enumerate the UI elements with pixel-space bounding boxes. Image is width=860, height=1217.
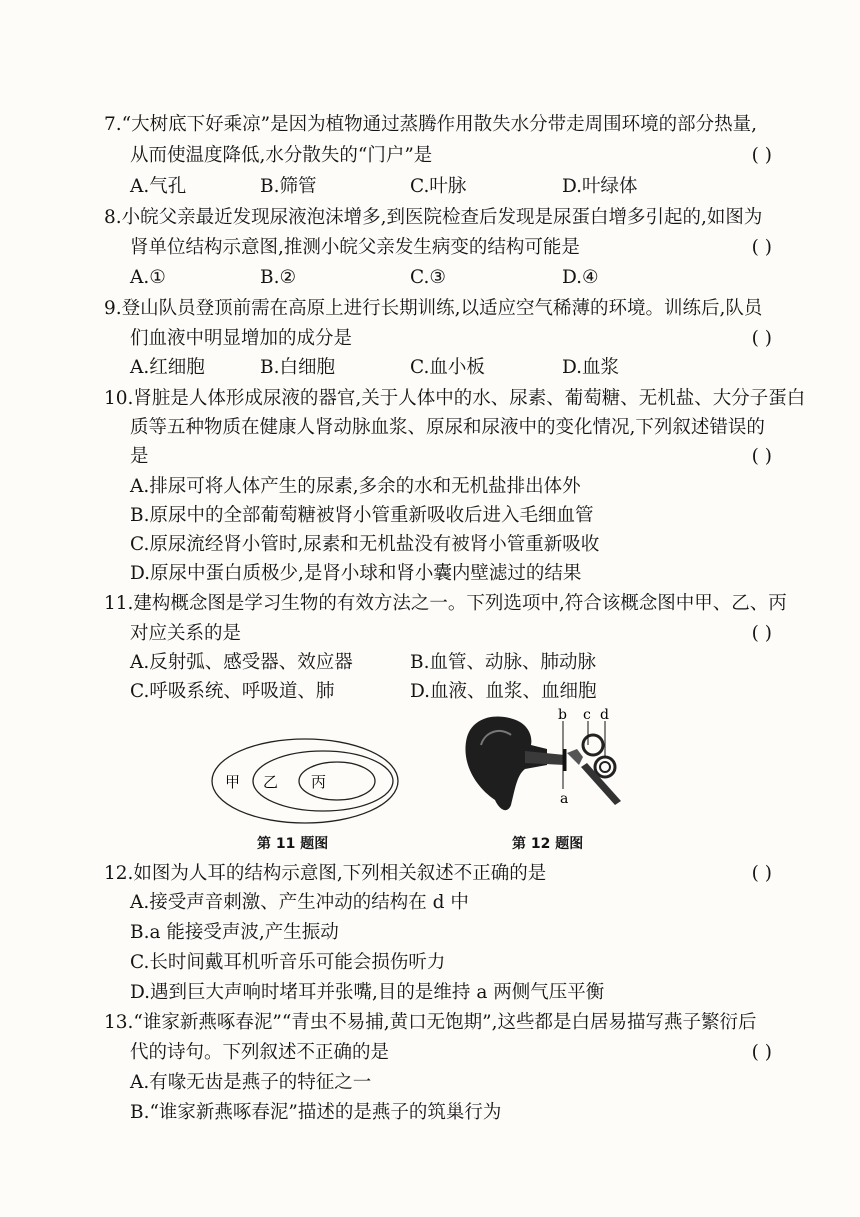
q7-option-a[interactable]: A.气孔 [130,176,187,197]
q9-options [0,353,860,383]
q11-option-b[interactable]: B.血管、动脉、肺动脉 [410,652,596,673]
q9-stem-line1: 9.登山队员登顶前需在高原上进行长期训练,以适应空气稀薄的环境。训练后,队员 [104,298,763,319]
q10-option-b[interactable]: B.原尿中的全部葡萄糖被肾小管重新吸收后进入毛细血管 [130,505,594,526]
q7-option-b[interactable]: B.筛管 [260,176,317,197]
q7-stem-line1: 7.“大树底下好乘凉”是因为植物通过蒸腾作用散失水分带走周围环境的部分热量, [104,114,757,135]
q8-answer-paren: ( ) [751,237,772,258]
q10-option-c[interactable]: C.原尿流经肾小管时,尿素和无机盐没有被肾小管重新吸收 [130,534,600,555]
q8-options [0,263,860,293]
q9-option-b[interactable]: B.白细胞 [260,357,335,378]
q7-option-d[interactable]: D.叶绿体 [562,176,638,197]
q7-answer-paren: ( ) [751,145,772,166]
q8-option-b[interactable]: B.② [260,267,297,288]
q12-option-b[interactable]: B.a 能接受声波,产生振动 [130,922,339,943]
q11-stem-line1: 11.建构概念图是学习生物的有效方法之一。下列选项中,符合该概念图中甲、乙、丙 [104,593,787,614]
q11-option-d[interactable]: D.血液、血浆、血细胞 [410,681,597,702]
fig12-caption: 第 12 题图 [512,836,584,852]
q8-stem-line2: 肾单位结构示意图,推测小皖父亲发生病变的结构可能是 ( ) [130,233,860,263]
q10-option-a[interactable]: A.排尿可将人体产生的尿素,多余的水和无机盐排出体外 [130,476,581,497]
label-b: b [558,707,567,723]
q12-option-c[interactable]: C.长时间戴耳机听音乐可能会损伤听力 [130,952,446,973]
q13-stem-line1: 13.“谁家新燕啄春泥”“青虫不易捕,黄口无饱期”,这些都是白居易描写燕子繁衍后 [104,1012,757,1033]
q11-options-row2 [0,677,860,707]
fig11-caption: 第 11 题图 [257,836,329,852]
label-a: a [560,791,569,807]
q9-option-d[interactable]: D.血浆 [562,357,620,378]
q9-option-c[interactable]: C.血小板 [410,357,485,378]
q8-option-c[interactable]: C.③ [410,267,446,288]
q13-answer-paren: ( ) [751,1042,772,1063]
label-c: c [583,707,591,723]
q7-stem-line2: 从而使温度降低,水分散失的“门户”是 ( ) [130,141,860,171]
ear-canal-icon [525,751,565,765]
q10-stem-line2: 质等五种物质在健康人肾动脉血浆、原尿和尿液中的变化情况,下列叙述错误的 [130,417,765,438]
q10-stem-line1: 10.肾脏是人体形成尿液的器官,关于人体中的水、尿素、葡萄糖、无机盐、大分子蛋白 [104,388,806,409]
q11-answer-paren: ( ) [751,623,772,644]
label-d: d [600,707,609,723]
q13-option-a[interactable]: A.有喙无齿是燕子的特征之一 [130,1072,372,1093]
q10-stem-line3: 是 ( ) [130,442,860,472]
q12-stem-line1: 12.如图为人耳的结构示意图,下列相关叙述不正确的是 ( ) [104,859,860,889]
q8-stem-line1: 8.小皖父亲最近发现尿液泡沫增多,到医院检查后发现是尿蛋白增多引起的,如图为 [104,207,763,228]
q7-options [0,172,860,202]
q8-option-a[interactable]: A.① [130,267,166,288]
q12-answer-paren: ( ) [751,863,772,884]
q9-answer-paren: ( ) [751,328,772,349]
q12-option-a[interactable]: A.接受声音刺激、产生冲动的结构在 d 中 [130,892,469,913]
q9-stem-line2: 们血液中明显增加的成分是 ( ) [130,324,860,354]
label-yi: 乙 [263,773,279,791]
label-jia: 甲 [225,773,241,791]
q12-option-d[interactable]: D.遇到巨大声响时堵耳并张嘴,目的是维持 a 两侧气压平衡 [130,982,605,1003]
q11-option-a[interactable]: A.反射弧、感受器、效应器 [130,652,353,673]
semicircular-canals-icon [583,735,603,755]
q13-stem-line2: 代的诗句。下列叙述不正确的是 ( ) [130,1038,860,1068]
q9-option-a[interactable]: A.红细胞 [130,357,205,378]
concept-map-figure [205,735,405,835]
q11-option-c[interactable]: C.呼吸系统、呼吸道、肺 [130,681,335,702]
q11-options-row1 [0,648,860,678]
ossicles-icon [567,749,583,765]
q10-option-d[interactable]: D.原尿中蛋白质极少,是肾小球和肾小囊内壁滤过的结果 [130,563,582,584]
label-bing: 丙 [311,773,327,791]
q7-option-c[interactable]: C.叶脉 [410,176,467,197]
cochlea-icon [595,757,615,777]
q13-option-b[interactable]: B.“谁家新燕啄春泥”描述的是燕子的筑巢行为 [130,1102,502,1123]
cochlea-inner-icon [600,762,610,772]
q8-option-d[interactable]: D.④ [562,267,599,288]
q11-stem-line2: 对应关系的是 ( ) [130,619,860,649]
q10-answer-paren: ( ) [751,446,772,467]
ear-structure-figure [455,705,635,825]
